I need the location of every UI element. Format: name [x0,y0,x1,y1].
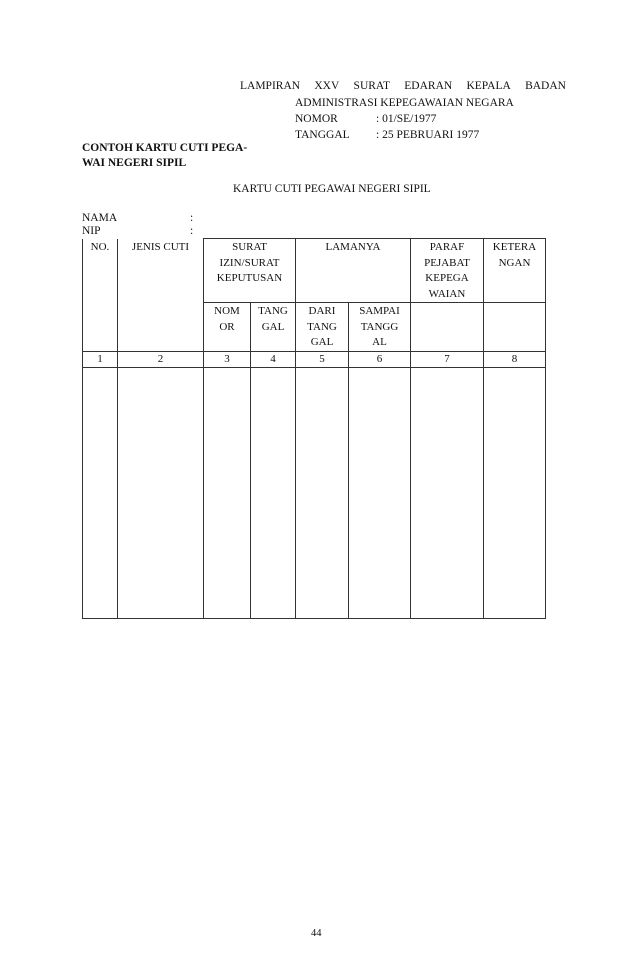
entry-cell [204,368,251,619]
blank-entry-row [83,368,546,619]
page-number: 44 [311,928,322,939]
nomor-label: NOMOR [295,113,338,125]
subheader-dari: DARI TANG GAL [296,303,349,352]
header-jenis-cuti: JENIS CUTI [118,239,204,303]
header-lamanya: LAMANYA [296,239,411,303]
header-word: KEPALA [466,80,511,92]
nama-label: NAMA [82,212,118,224]
appendix-header-line1 [240,80,566,92]
subheader-nomor: NOM OR [204,303,251,352]
subheader-row [83,303,546,352]
entry-cell [118,368,204,619]
header-word: XXV [314,80,340,92]
appendix-header-line2: ADMINISTRASI KEPEGAWAIAN NEGARA [295,97,514,109]
section-title-line1: CONTOH KARTU CUTI PEGA- [82,142,248,154]
column-number: 1 [83,351,118,368]
entry-cell [251,368,296,619]
header-no: NO. [83,239,118,303]
header-keterangan: KETERA NGAN [484,239,546,303]
entry-cell [484,368,546,619]
section-title-line2: WAI NEGERI SIPIL [82,157,187,169]
subheader-empty [411,303,484,352]
tanggal-label: TANGGAL [295,129,350,141]
subheader-empty [484,303,546,352]
header-word: BADAN [525,80,566,92]
subheader-sampai: SAMPAI TANGG AL [349,303,411,352]
header-surat: SURAT IZIN/SURAT KEPUTUSAN [204,239,296,303]
column-number: 7 [411,351,484,368]
header-row [83,239,546,303]
header-word: EDARAN [404,80,453,92]
column-number: 5 [296,351,349,368]
column-number: 8 [484,351,546,368]
nip-colon: : [190,225,194,237]
leave-card-table [82,238,546,619]
entry-cell [296,368,349,619]
nomor-value: : 01/SE/1977 [376,113,437,125]
entry-cell [83,368,118,619]
entry-cell [349,368,411,619]
column-number: 2 [118,351,204,368]
header-paraf: PARAF PEJABAT KEPEGA WAIAN [411,239,484,303]
header-word: LAMPIRAN [240,80,301,92]
entry-cell [411,368,484,619]
column-number-row [83,351,546,368]
column-number: 6 [349,351,411,368]
nip-label: NIP [82,225,101,237]
column-number: 3 [204,351,251,368]
tanggal-value: : 25 PEBRUARI 1977 [376,129,480,141]
column-number: 4 [251,351,296,368]
header-word: SURAT [353,80,390,92]
card-title: KARTU CUTI PEGAWAI NEGERI SIPIL [233,183,431,195]
subheader-empty [83,303,118,352]
nama-colon: : [190,212,194,224]
subheader-empty [118,303,204,352]
subheader-tanggal: TANG GAL [251,303,296,352]
